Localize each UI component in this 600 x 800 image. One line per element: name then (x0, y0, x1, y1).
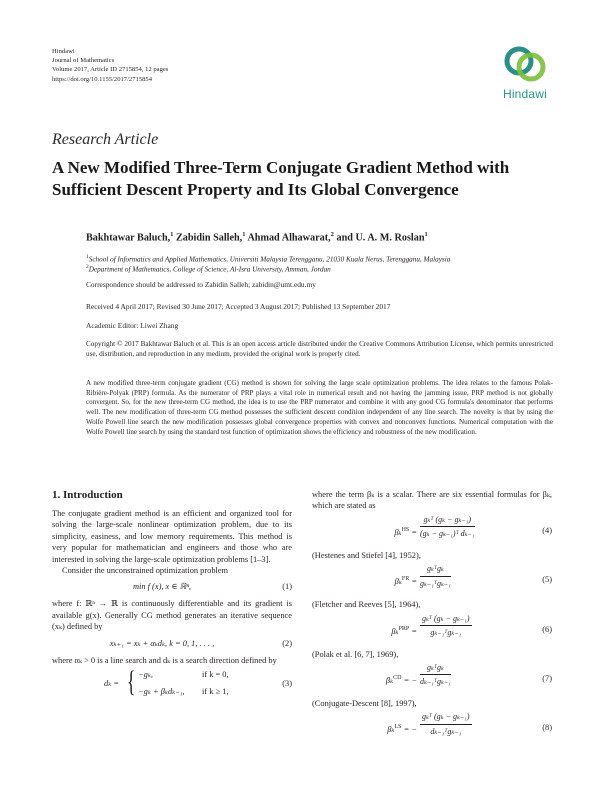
left-column (52, 508, 292, 702)
equation-6: βₖ$^{PRP}$ = gₖᵀ (gₖ − gₖ₋₁) gₖ₋₁ᵀgₖ₋₁ (6) (391, 613, 552, 638)
journal-info (52, 47, 168, 84)
author-name: Ahmad Alhawarat, (247, 232, 331, 244)
right-column (312, 489, 552, 747)
left-brace: { (126, 665, 136, 699)
equation-7: βₖ$^{CD}$ = − gₖᵀgₖ dₖ₋₁ᵀgₖ₋₁ (7) (385, 663, 552, 687)
citation: (Conjugate-Descent [8], 1997), (312, 699, 417, 709)
doi-link[interactable]: https://doi.org/10.1155/2017/2715854 (52, 75, 153, 83)
equation-2: xₖ₊₁ = xₖ + αₖdₖ, k = 0, 1, . . . , (2) (109, 638, 292, 648)
author-affil-mark: 2 (330, 231, 334, 238)
author-name: and U. A. M. Roslan (336, 232, 425, 244)
journal-name: Journal of Mathematics (52, 57, 115, 65)
author-list (86, 231, 428, 243)
article-type: Research Article (52, 131, 159, 148)
publication-dates: Received 4 April 2017; Revised 30 June 2017; Accepted 3 August 2017; Published 13 September 2017 (86, 302, 391, 311)
affiliation-2: $^2$Department of Mathematics, College of Science, Al-Isra University, Amman, Jordan (86, 264, 331, 274)
section-heading: 1. Introduction (52, 489, 123, 501)
author-name: Bakhtawar Baluch, (86, 232, 171, 244)
equation-5: βₖ$^{FR}$ = gₖᵀgₖ gₖ₋₁ᵀgₖ₋₁ (5) (394, 564, 552, 588)
equation-1: min f (x), x ∈ ℝⁿ, (1) (132, 582, 292, 592)
volume-line: Volume 2017, Article ID 2715854, 12 pages (52, 66, 169, 74)
abstract: A new modified three-term conjugate gradient (CG) method is shown for solving the large scale optimization problems. The idea relates to the famous Polak-Ribière-Polyak (PRP) formula. As the numerator of PRP plays a vital role in numerical result and not having the jamming issue, PRP method is not globally convergent. So, for the new three-term CG method, the idea is to use the PRP numerator and combine it with any good CG formula's denominator that performs well. The new modification of three-term CG method possesses the sufficient descent condition independent of any line search. The novelty is that by using the Wolfe Powell line search the new modification possesses global convergence properties with convex and nonconvex functions. Numerical computation with the Wolfe Powell line search by using the standard test function of optimization shows the efficiency and robustness of the new modification. (86, 379, 553, 436)
author-name: Zabidin Salleh, (175, 232, 243, 244)
paragraph: where αₖ > 0 is a line search and dₖ is a search direction defined by (52, 655, 277, 665)
paragraph: The conjugate gradient method is an efficient and organized tool for solving the large-scale nonlinear optimization problem, due to its simplicity, easiness, and low memory requirements. This method is very popular for mathematician and engineers and those who are interested in solving the large-scale optimization problems [1–3]. (52, 509, 292, 564)
paragraph: Consider the unconstrained optimization problem (62, 566, 229, 576)
article-title: A New Modified Three-Term Conjugate Gradient Method with Sufficient Descent Property and Its Global Convergence (52, 158, 510, 199)
hindawi-logo (497, 43, 553, 107)
logo-text: Hindawi (502, 87, 548, 101)
academic-editor: Academic Editor: Liwei Zhang (86, 321, 179, 330)
author-affil-mark: 1 (242, 231, 246, 238)
correspondence: Correspondence should be addressed to Zabidin Salleh; zabidin@umt.edu.my (86, 280, 316, 289)
paragraph: where the term βₖ is a scalar. There are six essential formulas for βₖ, which are stated as (312, 490, 552, 511)
equation-4: βₖ$^{HS}$ = gₖᵀ (gₖ − gₖ₋₁) (gₖ − gₖ₋₁)ᵀ dₖ₋₁ (4) (394, 514, 552, 539)
affiliation-1: $^1$School of Informatics and Applied Mathematics, Universiti Malaysia Terengganu, 21030 Kuala Nerus, Terengganu, Malaysia (86, 254, 451, 264)
copyright-notice: Copyright © 2017 Bakhtawar Baluch et al. This is an open access article distributed under the Creative Commons Attribution License, which permits unrestricted use, distribution, and reproduction in any medium, provided the original work is properly cited. (86, 340, 553, 358)
citation: (Hestenes and Stiefel [4], 1952), (312, 550, 421, 560)
publisher-name: Hindawi (52, 48, 75, 55)
hindawi-logo-icon (503, 43, 547, 85)
equation-8: βₖ$^{LS}$ = − gₖᵀ (gₖ − gₖ₋₁) dₖ₋₁ᵀgₖ₋₁ (8) (387, 712, 552, 736)
citation: (Fletcher and Reeves [5], 1964), (312, 600, 421, 610)
citation: (Polak et al. [6, 7], 1969), (312, 649, 399, 659)
paragraph: where f: ℝⁿ → ℝ is continuously differentiable and its gradient is available g(x). Generally CG method generates an iterative sequence (xₖ) defined by (52, 599, 292, 632)
author-affil-mark: 1 (170, 231, 174, 238)
author-affil-mark: 1 (424, 231, 428, 238)
equation-3: dₖ = { −gₖ, if k = 0, −gₖ + βₖdₖ₋₁, if k ≥ 1, (3) (104, 665, 292, 699)
